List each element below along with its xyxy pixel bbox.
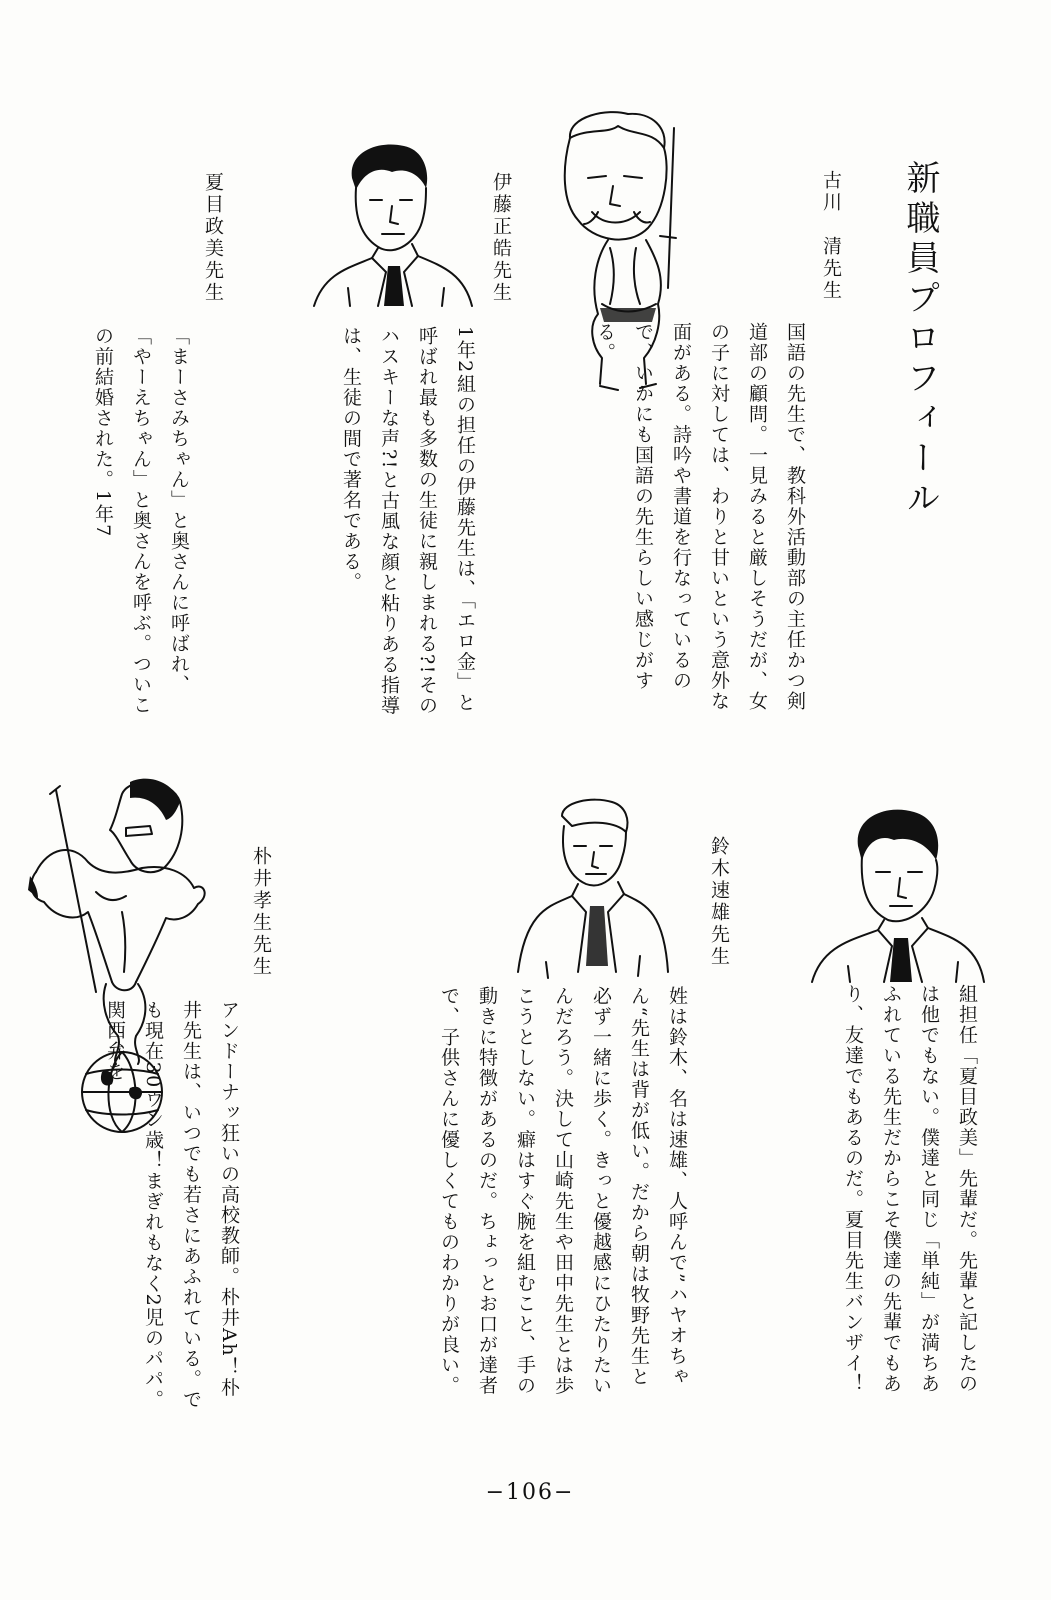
ito-portrait-illustration — [308, 138, 478, 308]
teacher-name-natsume: 夏目政美先生 — [202, 172, 224, 304]
teacher-bio-furukawa: 国語の先生で、教科外活動部の主任かつ剣道部の顧問。一見みると厳しそうだが、女の子に対しては、わりと甘いという意外な面がある。詩吟や書道を行なっているので、いかにも国語の先生らしい感じがする。 — [594, 322, 806, 712]
teacher-name-furukawa: 古川 清先生 — [820, 170, 842, 302]
horii-bodybuilder-illustration — [26, 772, 216, 1132]
natsume-portrait-illustration — [808, 806, 988, 986]
teacher-bio-horii: アンドーナッ狂いの高校教師。朴井Ah！朴井先生は、いつでも若さにあふれている。でも現在30ウン歳！まぎれもなく2児のパパ。関西弁を — [104, 1000, 240, 1410]
suzuki-portrait-illustration — [512, 796, 672, 986]
page-number: −106− — [485, 1480, 575, 1505]
teacher-bio-natsume: 「まーさみちゃん」と奥さんに呼ばれ、「やーえちゃん」と奥さんを呼ぶ。ついこの前結婚された。1年7 — [92, 326, 190, 716]
teacher-name-suzuki: 鈴木速雄先生 — [708, 836, 730, 968]
teacher-bio-suzuki: 姓は鈴木、名は速雄、人呼んで”ハヤオちゃん“先生は背が低い。だから朝は牧野先生と必ず一緒に歩く。きっと優越感にひたりたいんだろう。決して山崎先生や田中先生とは歩こうとしない。癖はすぐ腕を組むこと、手の動きに特徴があるのだ。ちょっとお口が達者で、子供さんに優しくてものわかりが良い。 — [438, 986, 688, 1396]
teacher-bio-natsume-continued: 組担任「夏目政美」先輩だ。先輩と記したのは他でもない。僕達と同じ「単純」が満ちあふれている先生だからこそ僕達の先輩でもあり、友達でもあるのだ。夏目先生バンザイ！ — [842, 984, 978, 1394]
furukawa-caricature-illustration — [548, 108, 698, 408]
teacher-name-horii: 朴井孝生先生 — [250, 846, 272, 978]
page-title: 新職員プロフィール — [900, 160, 940, 520]
teacher-name-ito: 伊藤正皓先生 — [490, 172, 512, 304]
teacher-bio-ito: 1年2組の担任の伊藤先生は、「エロ金」と呼ばれ最も多数の生徒に親しまれる?!そのハスキーな声?!と古風な顔と粘りある指導は、生徒の間で著名である。 — [340, 326, 476, 716]
